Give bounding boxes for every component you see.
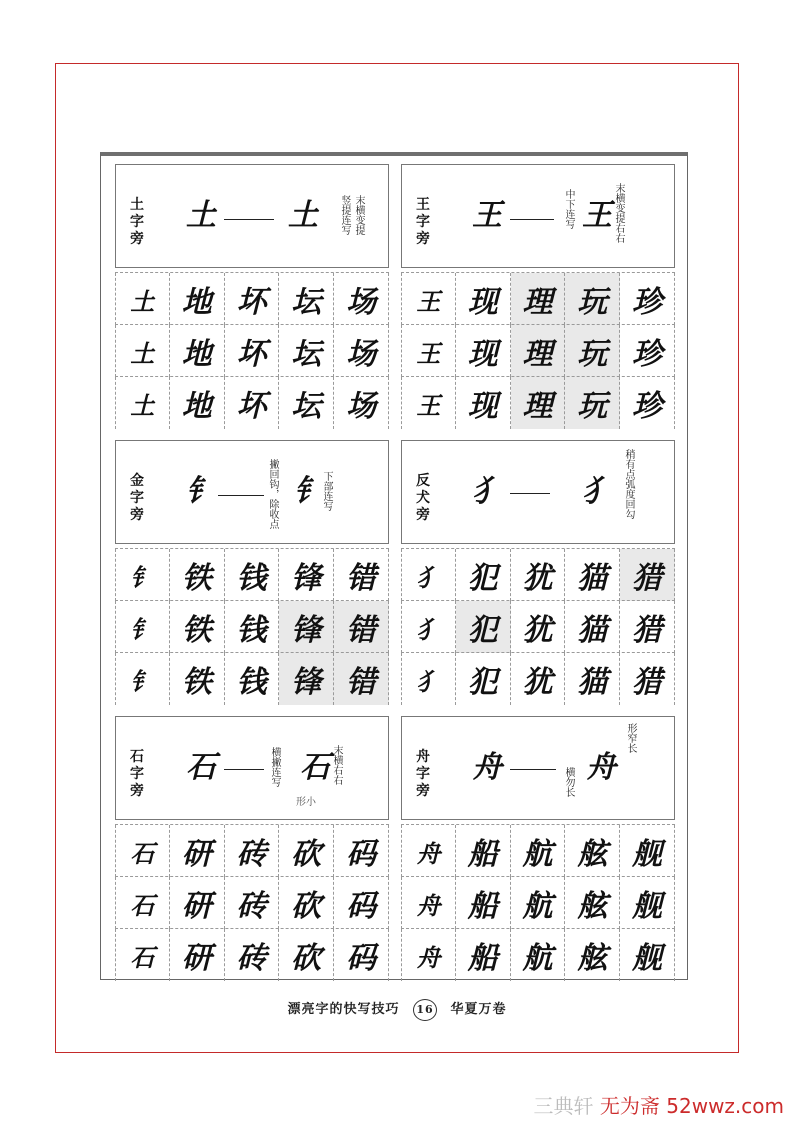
radical-section-earth: [115, 164, 389, 428]
grid-cell: 猎: [620, 653, 675, 705]
example-form-a: 王: [472, 198, 502, 233]
note-1: 末横变提右右: [613, 183, 624, 243]
grid-cell: 坛: [279, 377, 334, 429]
transform-arrow: [510, 769, 556, 770]
transform-arrow: [224, 769, 264, 770]
note-1: 横撇连写: [269, 747, 280, 787]
note-2: 下部连写: [321, 471, 332, 511]
grid-cell: 场: [334, 325, 389, 377]
grid-cell: 犭: [401, 601, 456, 653]
grid-cell: 猫: [565, 653, 620, 705]
radical-header: [401, 440, 675, 544]
radical-name: 王字旁: [416, 197, 430, 247]
example-form-b: 王: [582, 198, 612, 233]
practice-row: [115, 600, 389, 652]
grid-cell: 钱: [225, 653, 280, 705]
grid-cell: 砍: [279, 877, 334, 929]
grid-cell: 舷: [565, 929, 620, 981]
grid-cell: 珍: [620, 377, 675, 429]
watermark-red: 无为斋 52wwz.com: [599, 1094, 784, 1118]
grid-cell: 理: [511, 273, 566, 325]
transform-arrow: [224, 219, 274, 220]
practice-row: [401, 272, 675, 324]
grid-cell: 舟: [401, 825, 456, 877]
practice-grid: [115, 824, 389, 980]
radical-header: [115, 164, 389, 268]
radical-section-dog: [401, 440, 675, 704]
grid-cell: 珍: [620, 325, 675, 377]
practice-grid: [401, 824, 675, 980]
publisher: 华夏万卷: [450, 1002, 507, 1017]
practice-row: [401, 376, 675, 428]
radical-section-metal: [115, 440, 389, 704]
grid-cell: 钅: [115, 601, 170, 653]
grid-cell: 现: [456, 273, 511, 325]
book-title: 漂亮字的快写技巧: [287, 1002, 400, 1017]
grid-cell: 场: [334, 273, 389, 325]
grid-cell: 舟: [401, 877, 456, 929]
grid-cell: 砍: [279, 825, 334, 877]
watermark: [534, 1090, 784, 1119]
radical-section-king: [401, 164, 675, 428]
grid-cell: 船: [456, 877, 511, 929]
grid-cell: 土: [115, 325, 170, 377]
practice-grid: [401, 548, 675, 704]
practice-row: [401, 548, 675, 600]
grid-cell: 舷: [565, 825, 620, 877]
radical-header: [115, 716, 389, 820]
grid-cell: 舰: [620, 877, 675, 929]
grid-cell: 犯: [456, 653, 511, 705]
practice-row: [115, 548, 389, 600]
grid-cell: 砖: [225, 825, 280, 877]
grid-cell: 研: [170, 877, 225, 929]
grid-cell: 犭: [401, 549, 456, 601]
radical-name: 土字旁: [130, 197, 144, 247]
grid-cell: 石: [115, 877, 170, 929]
radical-name: 反犬旁: [416, 473, 430, 523]
transform-arrow: [218, 495, 264, 496]
note-2: 中下连写: [563, 189, 574, 229]
grid-cell: 猫: [565, 549, 620, 601]
grid-cell: 珍: [620, 273, 675, 325]
grid-cell: 舰: [620, 825, 675, 877]
transform-arrow: [510, 219, 554, 220]
grid-cell: 码: [334, 825, 389, 877]
grid-cell: 航: [511, 877, 566, 929]
grid-cell: 坛: [279, 273, 334, 325]
grid-cell: 猫: [565, 601, 620, 653]
grid-cell: 理: [511, 325, 566, 377]
example-form-a: 石: [186, 750, 216, 785]
grid-cell: 研: [170, 929, 225, 981]
practice-row: [115, 928, 389, 980]
example-form-b: 舟: [586, 750, 616, 785]
grid-cell: 砍: [279, 929, 334, 981]
grid-cell: 土: [115, 273, 170, 325]
grid-cell: 地: [170, 273, 225, 325]
radical-name: 金字旁: [130, 473, 144, 523]
grid-cell: 航: [511, 825, 566, 877]
grid-cell: 现: [456, 377, 511, 429]
grid-cell: 玩: [565, 377, 620, 429]
grid-cell: 坏: [225, 325, 280, 377]
grid-cell: 王: [401, 377, 456, 429]
grid-cell: 犯: [456, 549, 511, 601]
grid-cell: 地: [170, 377, 225, 429]
grid-cell: 舟: [401, 929, 456, 981]
radical-name: 石字旁: [130, 749, 144, 799]
grid-cell: 猎: [620, 601, 675, 653]
grid-cell: 坛: [279, 325, 334, 377]
radical-header: [115, 440, 389, 544]
grid-cell: 土: [115, 377, 170, 429]
grid-cell: 研: [170, 825, 225, 877]
grid-cell: 犹: [511, 549, 566, 601]
practice-row: [401, 928, 675, 980]
radical-header: [401, 164, 675, 268]
grid-cell: 坏: [225, 377, 280, 429]
grid-cell: 石: [115, 825, 170, 877]
grid-cell: 锋: [279, 653, 334, 705]
page-number: 16: [413, 999, 437, 1021]
grid-cell: 航: [511, 929, 566, 981]
grid-cell: 船: [456, 825, 511, 877]
grid-cell: 犹: [511, 653, 566, 705]
practice-row: [115, 824, 389, 876]
grid-cell: 砖: [225, 877, 280, 929]
practice-grid: [401, 272, 675, 428]
grid-cell: 钅: [115, 653, 170, 705]
grid-cell: 钱: [225, 601, 280, 653]
grid-cell: 错: [334, 601, 389, 653]
grid-cell: 石: [115, 929, 170, 981]
transform-arrow: [510, 493, 550, 494]
example-form-a: 犭: [472, 474, 502, 509]
note-3: 形小: [296, 797, 316, 808]
grid-cell: 铁: [170, 549, 225, 601]
practice-grid: [115, 272, 389, 428]
note-2: 末横右右: [331, 745, 342, 785]
grid-cell: 猎: [620, 549, 675, 601]
radical-header: [401, 716, 675, 820]
practice-row: [115, 376, 389, 428]
grid-cell: 王: [401, 273, 456, 325]
practice-row: [115, 652, 389, 704]
practice-row: [115, 324, 389, 376]
grid-cell: 砖: [225, 929, 280, 981]
note-1: 稍有点弧度回勾: [623, 449, 634, 519]
radical-name: 舟字旁: [416, 749, 430, 799]
grid-cell: 码: [334, 929, 389, 981]
note-1: 形窄长: [625, 723, 636, 753]
radical-section-stone: [115, 716, 389, 980]
grid-cell: 犯: [456, 601, 511, 653]
grid-cell: 钅: [115, 549, 170, 601]
grid-cell: 舷: [565, 877, 620, 929]
example-form-b: 土: [288, 198, 318, 233]
grid-cell: 船: [456, 929, 511, 981]
practice-sheet: [100, 152, 688, 980]
grid-cell: 犹: [511, 601, 566, 653]
note-1: 撇回钩，除收点: [267, 459, 278, 529]
radical-section-boat: [401, 716, 675, 980]
practice-row: [401, 824, 675, 876]
grid-cell: 锋: [279, 549, 334, 601]
grid-cell: 犭: [401, 653, 456, 705]
watermark-gray: 三典轩: [533, 1094, 594, 1118]
grid-cell: 铁: [170, 601, 225, 653]
note-1: 末横变提: [353, 195, 364, 235]
page-footer: [0, 998, 794, 1021]
practice-row: [401, 652, 675, 704]
example-form-b: 钅: [294, 474, 324, 509]
example-form-b: 石: [300, 750, 330, 785]
practice-grid: [115, 548, 389, 704]
grid-cell: 锋: [279, 601, 334, 653]
grid-cell: 坏: [225, 273, 280, 325]
practice-row: [115, 272, 389, 324]
grid-cell: 错: [334, 549, 389, 601]
example-form-a: 舟: [472, 750, 502, 785]
practice-row: [401, 876, 675, 928]
grid-cell: 玩: [565, 273, 620, 325]
grid-cell: 钱: [225, 549, 280, 601]
example-form-a: 钅: [186, 474, 216, 509]
grid-cell: 王: [401, 325, 456, 377]
grid-cell: 码: [334, 877, 389, 929]
practice-row: [401, 600, 675, 652]
note-2: 竖提连写: [339, 195, 350, 235]
example-form-a: 土: [186, 198, 216, 233]
note-2: 横勿长: [563, 767, 574, 797]
grid-cell: 玩: [565, 325, 620, 377]
practice-row: [401, 324, 675, 376]
example-form-b: 犭: [582, 474, 612, 509]
grid-cell: 理: [511, 377, 566, 429]
grid-cell: 地: [170, 325, 225, 377]
grid-cell: 场: [334, 377, 389, 429]
practice-row: [115, 876, 389, 928]
grid-cell: 现: [456, 325, 511, 377]
grid-cell: 铁: [170, 653, 225, 705]
grid-cell: 错: [334, 653, 389, 705]
grid-cell: 舰: [620, 929, 675, 981]
